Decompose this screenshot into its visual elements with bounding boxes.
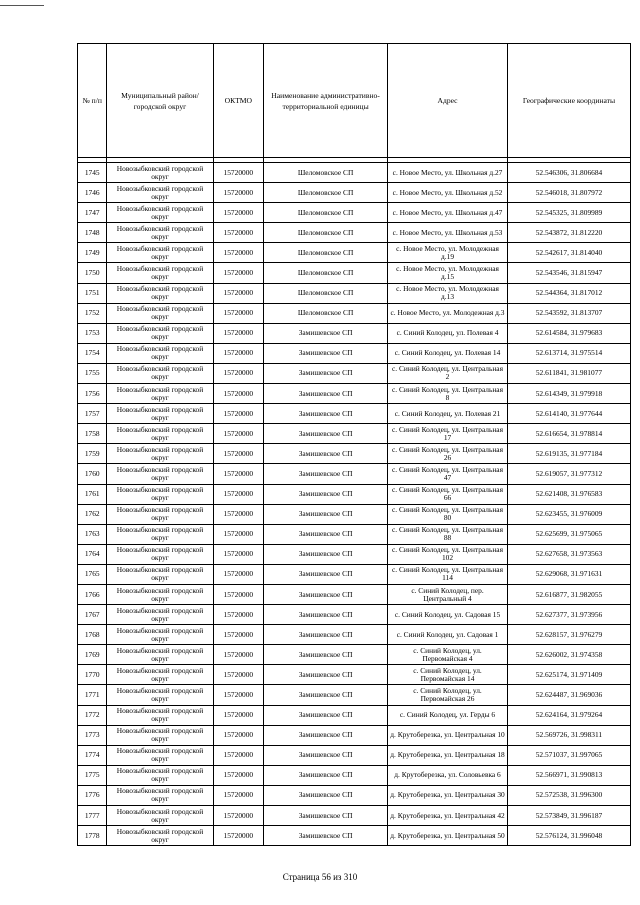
oktmo-cell: 15720000 (213, 223, 263, 243)
municipality-cell: Новозыбковский городской округ (107, 785, 213, 805)
address-cell: с. Новое Место, ул. Школьная д.27 (388, 163, 508, 183)
address-cell: с. Новое Место, ул. Молодежная д.19 (388, 243, 508, 263)
table-row (78, 203, 631, 223)
admin-unit-cell: Замишевское СП (264, 685, 388, 705)
address-cell: с. Новое Место, ул. Школьная д.52 (388, 183, 508, 203)
municipality-cell: Новозыбковский городской округ (107, 685, 213, 705)
oktmo-cell: 15720000 (213, 323, 263, 343)
address-cell: с. Синий Колодец, ул. Центральная 26 (388, 444, 508, 464)
top-edge-line (0, 5, 44, 6)
admin-unit-cell: Шеломовское СП (264, 243, 388, 263)
admin-unit-cell: Шеломовское СП (264, 263, 388, 283)
address-cell: с. Синий Колодец, ул. Полевая 14 (388, 343, 508, 363)
municipality-cell: Новозыбковский городской округ (107, 725, 213, 745)
address-cell: с. Синий Колодец, ул. Центральная 2 (388, 363, 508, 383)
coordinates-cell: 52.613714, 31.975514 (507, 343, 630, 363)
municipality-cell: Новозыбковский городской округ (107, 826, 213, 846)
row-number: 1773 (78, 725, 107, 745)
oktmo-cell: 15720000 (213, 444, 263, 464)
table-row (78, 806, 631, 826)
coordinates-cell: 52.629068, 31.971631 (507, 564, 630, 584)
row-number: 1772 (78, 705, 107, 725)
address-cell: д. Крутоберезка, ул. Центральная 42 (388, 806, 508, 826)
address-cell: с. Синий Колодец, пер. Центральный 4 (388, 584, 508, 604)
row-number: 1776 (78, 785, 107, 805)
oktmo-cell: 15720000 (213, 665, 263, 685)
coordinates-cell: 52.619135, 31.977184 (507, 444, 630, 464)
table-row (78, 765, 631, 785)
row-number: 1756 (78, 384, 107, 404)
row-number: 1771 (78, 685, 107, 705)
municipality-cell: Новозыбковский городской округ (107, 384, 213, 404)
coordinates-cell: 52.573849, 31.996187 (507, 806, 630, 826)
oktmo-cell: 15720000 (213, 343, 263, 363)
oktmo-cell: 15720000 (213, 263, 263, 283)
address-cell: с. Новое Место, ул. Молодежная д.15 (388, 263, 508, 283)
municipality-cell: Новозыбковский городской округ (107, 183, 213, 203)
admin-unit-cell: Замишевское СП (264, 323, 388, 343)
municipality-cell: Новозыбковский городской округ (107, 705, 213, 725)
oktmo-cell: 15720000 (213, 404, 263, 424)
admin-unit-cell: Замишевское СП (264, 625, 388, 645)
municipality-cell: Новозыбковский городской округ (107, 203, 213, 223)
oktmo-cell: 15720000 (213, 745, 263, 765)
admin-unit-cell: Шеломовское СП (264, 303, 388, 323)
oktmo-cell: 15720000 (213, 605, 263, 625)
oktmo-cell: 15720000 (213, 163, 263, 183)
coordinates-cell: 52.614140, 31.977644 (507, 404, 630, 424)
coordinates-cell: 52.614584, 31.979683 (507, 323, 630, 343)
municipality-cell: Новозыбковский городской округ (107, 343, 213, 363)
table-row (78, 685, 631, 705)
header-admin-unit: Наименование административно-территориальной единицы (264, 44, 388, 158)
municipality-cell: Новозыбковский городской округ (107, 283, 213, 303)
coordinates-cell: 52.614349, 31.979918 (507, 384, 630, 404)
coordinates-cell: 52.546018, 31.807972 (507, 183, 630, 203)
row-number: 1769 (78, 645, 107, 665)
row-number: 1759 (78, 444, 107, 464)
oktmo-cell: 15720000 (213, 363, 263, 383)
oktmo-cell: 15720000 (213, 584, 263, 604)
table-row (78, 645, 631, 665)
address-cell: с. Синий Колодец, ул. Центральная 66 (388, 484, 508, 504)
address-cell: с. Синий Колодец, ул. Центральная 80 (388, 504, 508, 524)
row-number: 1750 (78, 263, 107, 283)
row-number: 1767 (78, 605, 107, 625)
oktmo-cell: 15720000 (213, 424, 263, 444)
address-cell: д. Крутоберезка, ул. Центральная 10 (388, 725, 508, 745)
oktmo-cell: 15720000 (213, 283, 263, 303)
coordinates-cell: 52.542617, 31.814040 (507, 243, 630, 263)
table-row (78, 464, 631, 484)
row-number: 1745 (78, 163, 107, 183)
table-row (78, 725, 631, 745)
address-cell: с. Синий Колодец, ул. Первомайская 26 (388, 685, 508, 705)
table-row (78, 524, 631, 544)
municipality-cell: Новозыбковский городской округ (107, 363, 213, 383)
coordinates-cell: 52.627658, 31.973563 (507, 544, 630, 564)
coordinates-cell: 52.546306, 31.806684 (507, 163, 630, 183)
row-number: 1748 (78, 223, 107, 243)
admin-unit-cell: Замишевское СП (264, 765, 388, 785)
oktmo-cell: 15720000 (213, 625, 263, 645)
admin-unit-cell: Шеломовское СП (264, 183, 388, 203)
oktmo-cell: 15720000 (213, 806, 263, 826)
coordinates-cell: 52.566971, 31.990813 (507, 765, 630, 785)
municipality-cell: Новозыбковский городской округ (107, 564, 213, 584)
row-number: 1755 (78, 363, 107, 383)
coordinates-cell: 52.627377, 31.973956 (507, 605, 630, 625)
table-row (78, 564, 631, 584)
municipality-cell: Новозыбковский городской округ (107, 404, 213, 424)
oktmo-cell: 15720000 (213, 524, 263, 544)
municipality-cell: Новозыбковский городской округ (107, 544, 213, 564)
oktmo-cell: 15720000 (213, 303, 263, 323)
row-number: 1751 (78, 283, 107, 303)
admin-unit-cell: Замишевское СП (264, 725, 388, 745)
address-cell: д. Крутоберезка, ул. Центральная 18 (388, 745, 508, 765)
coordinates-cell: 52.621408, 31.976583 (507, 484, 630, 504)
row-number: 1774 (78, 745, 107, 765)
address-cell: с. Новое Место, ул. Школьная д.53 (388, 223, 508, 243)
oktmo-cell: 15720000 (213, 504, 263, 524)
oktmo-cell: 15720000 (213, 484, 263, 504)
municipality-cell: Новозыбковский городской округ (107, 243, 213, 263)
row-number: 1758 (78, 424, 107, 444)
municipality-cell: Новозыбковский городской округ (107, 303, 213, 323)
oktmo-cell: 15720000 (213, 564, 263, 584)
coordinates-cell: 52.543592, 31.813707 (507, 303, 630, 323)
table-row (78, 785, 631, 805)
municipality-cell: Новозыбковский городской округ (107, 504, 213, 524)
header-municipality: Муниципальный район/городской округ (107, 44, 213, 158)
row-number: 1762 (78, 504, 107, 524)
address-cell: с. Синий Колодец, ул. Полевая 21 (388, 404, 508, 424)
address-cell: с. Синий Колодец, ул. Центральная 88 (388, 524, 508, 544)
municipality-cell: Новозыбковский городской округ (107, 765, 213, 785)
admin-unit-cell: Замишевское СП (264, 826, 388, 846)
address-cell: д. Крутоберезка, ул. Центральная 50 (388, 826, 508, 846)
row-number: 1754 (78, 343, 107, 363)
table-row (78, 263, 631, 283)
address-cell: с. Синий Колодец, ул. Первомайская 4 (388, 645, 508, 665)
municipality-cell: Новозыбковский городской округ (107, 223, 213, 243)
header-address: Адрес (388, 44, 508, 158)
coordinates-cell: 52.543872, 31.812220 (507, 223, 630, 243)
address-cell: д. Крутоберезка, ул. Соловьевка 6 (388, 765, 508, 785)
municipality-cell: Новозыбковский городской округ (107, 464, 213, 484)
coordinates-cell: 52.628157, 31.976279 (507, 625, 630, 645)
municipality-cell: Новозыбковский городской округ (107, 665, 213, 685)
address-cell: с. Синий Колодец, ул. Центральная 47 (388, 464, 508, 484)
coordinates-cell: 52.624487, 31.969036 (507, 685, 630, 705)
address-cell: с. Синий Колодец, ул. Центральная 102 (388, 544, 508, 564)
table-row (78, 163, 631, 183)
coordinates-cell: 52.624164, 31.979264 (507, 705, 630, 725)
oktmo-cell: 15720000 (213, 725, 263, 745)
table-row (78, 504, 631, 524)
admin-unit-cell: Замишевское СП (264, 665, 388, 685)
address-cell: д. Крутоберезка, ул. Центральная 30 (388, 785, 508, 805)
address-cell: с. Новое Место, ул. Школьная д.47 (388, 203, 508, 223)
municipality-cell: Новозыбковский городской округ (107, 605, 213, 625)
admin-unit-cell: Замишевское СП (264, 645, 388, 665)
table-row (78, 605, 631, 625)
address-cell: с. Синий Колодец, ул. Первомайская 14 (388, 665, 508, 685)
coordinates-cell: 52.623455, 31.976009 (507, 504, 630, 524)
address-cell: с. Синий Колодец, ул. Центральная 8 (388, 384, 508, 404)
oktmo-cell: 15720000 (213, 826, 263, 846)
municipality-cell: Новозыбковский городской округ (107, 424, 213, 444)
row-number: 1749 (78, 243, 107, 263)
municipality-cell: Новозыбковский городской округ (107, 745, 213, 765)
header-coordinates: Географические координаты (507, 44, 630, 158)
oktmo-cell: 15720000 (213, 203, 263, 223)
oktmo-cell: 15720000 (213, 183, 263, 203)
row-number: 1766 (78, 584, 107, 604)
row-number: 1761 (78, 484, 107, 504)
table-body (78, 163, 631, 846)
address-cell: с. Синий Колодец, ул. Садовая 1 (388, 625, 508, 645)
oktmo-cell: 15720000 (213, 243, 263, 263)
row-number: 1768 (78, 625, 107, 645)
table-row (78, 584, 631, 604)
header-oktmo: ОКТМО (213, 44, 263, 158)
municipality-cell: Новозыбковский городской округ (107, 645, 213, 665)
oktmo-cell: 15720000 (213, 685, 263, 705)
coordinates-cell: 52.544364, 31.817012 (507, 283, 630, 303)
oktmo-cell: 15720000 (213, 544, 263, 564)
row-number: 1757 (78, 404, 107, 424)
row-number: 1778 (78, 826, 107, 846)
municipality-cell: Новозыбковский городской округ (107, 444, 213, 464)
admin-unit-cell: Замишевское СП (264, 464, 388, 484)
admin-unit-cell: Шеломовское СП (264, 163, 388, 183)
municipality-cell: Новозыбковский городской округ (107, 484, 213, 504)
admin-unit-cell: Замишевское СП (264, 584, 388, 604)
admin-unit-cell: Замишевское СП (264, 444, 388, 464)
admin-unit-cell: Замишевское СП (264, 544, 388, 564)
table-row (78, 484, 631, 504)
row-number: 1753 (78, 323, 107, 343)
admin-unit-cell: Замишевское СП (264, 745, 388, 765)
admin-unit-cell: Замишевское СП (264, 785, 388, 805)
oktmo-cell: 15720000 (213, 464, 263, 484)
admin-unit-cell: Замишевское СП (264, 404, 388, 424)
row-number: 1747 (78, 203, 107, 223)
admin-unit-cell: Замишевское СП (264, 363, 388, 383)
admin-unit-cell: Замишевское СП (264, 384, 388, 404)
table-row (78, 625, 631, 645)
address-cell: с. Синий Колодец, ул. Полевая 4 (388, 323, 508, 343)
admin-unit-cell: Замишевское СП (264, 343, 388, 363)
coordinates-cell: 52.569726, 31.998311 (507, 725, 630, 745)
table-row (78, 183, 631, 203)
coordinates-cell: 52.619057, 31.977312 (507, 464, 630, 484)
coordinates-cell: 52.576124, 31.996048 (507, 826, 630, 846)
address-cell: с. Новое Место, ул. Молодежная д.3 (388, 303, 508, 323)
row-number: 1752 (78, 303, 107, 323)
table-row (78, 343, 631, 363)
admin-unit-cell: Шеломовское СП (264, 203, 388, 223)
row-number: 1760 (78, 464, 107, 484)
municipality-cell: Новозыбковский городской округ (107, 524, 213, 544)
table-row (78, 323, 631, 343)
coordinates-cell: 52.611841, 31.981077 (507, 363, 630, 383)
admin-unit-cell: Шеломовское СП (264, 223, 388, 243)
table-row (78, 544, 631, 564)
coordinates-cell: 52.616877, 31.982055 (507, 584, 630, 604)
table-row (78, 665, 631, 685)
table-row (78, 424, 631, 444)
admin-unit-cell: Замишевское СП (264, 424, 388, 444)
municipality-cell: Новозыбковский городской округ (107, 323, 213, 343)
oktmo-cell: 15720000 (213, 785, 263, 805)
table-row (78, 223, 631, 243)
address-cell: с. Синий Колодец, ул. Центральная 114 (388, 564, 508, 584)
row-number: 1764 (78, 544, 107, 564)
oktmo-cell: 15720000 (213, 765, 263, 785)
municipality-cell: Новозыбковский городской округ (107, 625, 213, 645)
coordinates-cell: 52.626002, 31.974358 (507, 645, 630, 665)
municipality-cell: Новозыбковский городской округ (107, 163, 213, 183)
table-row (78, 444, 631, 464)
municipality-cell: Новозыбковский городской округ (107, 263, 213, 283)
header-number: № п/п (78, 44, 107, 158)
coordinates-cell: 52.571037, 31.997065 (507, 745, 630, 765)
table-row (78, 283, 631, 303)
table-row (78, 745, 631, 765)
row-number: 1775 (78, 765, 107, 785)
address-cell: с. Синий Колодец, ул. Герды 6 (388, 705, 508, 725)
table-row (78, 243, 631, 263)
admin-unit-cell: Замишевское СП (264, 484, 388, 504)
table-row (78, 826, 631, 846)
table-row (78, 705, 631, 725)
row-number: 1765 (78, 564, 107, 584)
table-row (78, 363, 631, 383)
table-row (78, 404, 631, 424)
admin-unit-cell: Замишевское СП (264, 605, 388, 625)
oktmo-cell: 15720000 (213, 384, 263, 404)
oktmo-cell: 15720000 (213, 705, 263, 725)
coordinates-cell: 52.543546, 31.815947 (507, 263, 630, 283)
row-number: 1777 (78, 806, 107, 826)
coordinates-cell: 52.625174, 31.971409 (507, 665, 630, 685)
admin-unit-cell: Замишевское СП (264, 524, 388, 544)
table-row (78, 384, 631, 404)
oktmo-cell: 15720000 (213, 645, 263, 665)
page-footer: Страница 56 из 310 (282, 872, 358, 882)
address-cell: с. Синий Колодец, ул. Центральная 17 (388, 424, 508, 444)
municipality-cell: Новозыбковский городской округ (107, 806, 213, 826)
admin-unit-cell: Шеломовское СП (264, 283, 388, 303)
admin-unit-cell: Замишевское СП (264, 504, 388, 524)
municipality-cell: Новозыбковский городской округ (107, 584, 213, 604)
table-header-row (78, 44, 631, 158)
coordinates-cell: 52.572538, 31.996300 (507, 785, 630, 805)
address-cell: с. Синий Колодец, ул. Садовая 15 (388, 605, 508, 625)
coordinates-cell: 52.545325, 31.809989 (507, 203, 630, 223)
coordinates-cell: 52.616654, 31.978814 (507, 424, 630, 444)
row-number: 1770 (78, 665, 107, 685)
table-row (78, 303, 631, 323)
coordinates-cell: 52.625699, 31.975065 (507, 524, 630, 544)
admin-unit-cell: Замишевское СП (264, 806, 388, 826)
row-number: 1763 (78, 524, 107, 544)
admin-unit-cell: Замишевское СП (264, 705, 388, 725)
row-number: 1746 (78, 183, 107, 203)
address-table (77, 43, 631, 846)
admin-unit-cell: Замишевское СП (264, 564, 388, 584)
address-cell: с. Новое Место, ул. Молодежная д.13 (388, 283, 508, 303)
